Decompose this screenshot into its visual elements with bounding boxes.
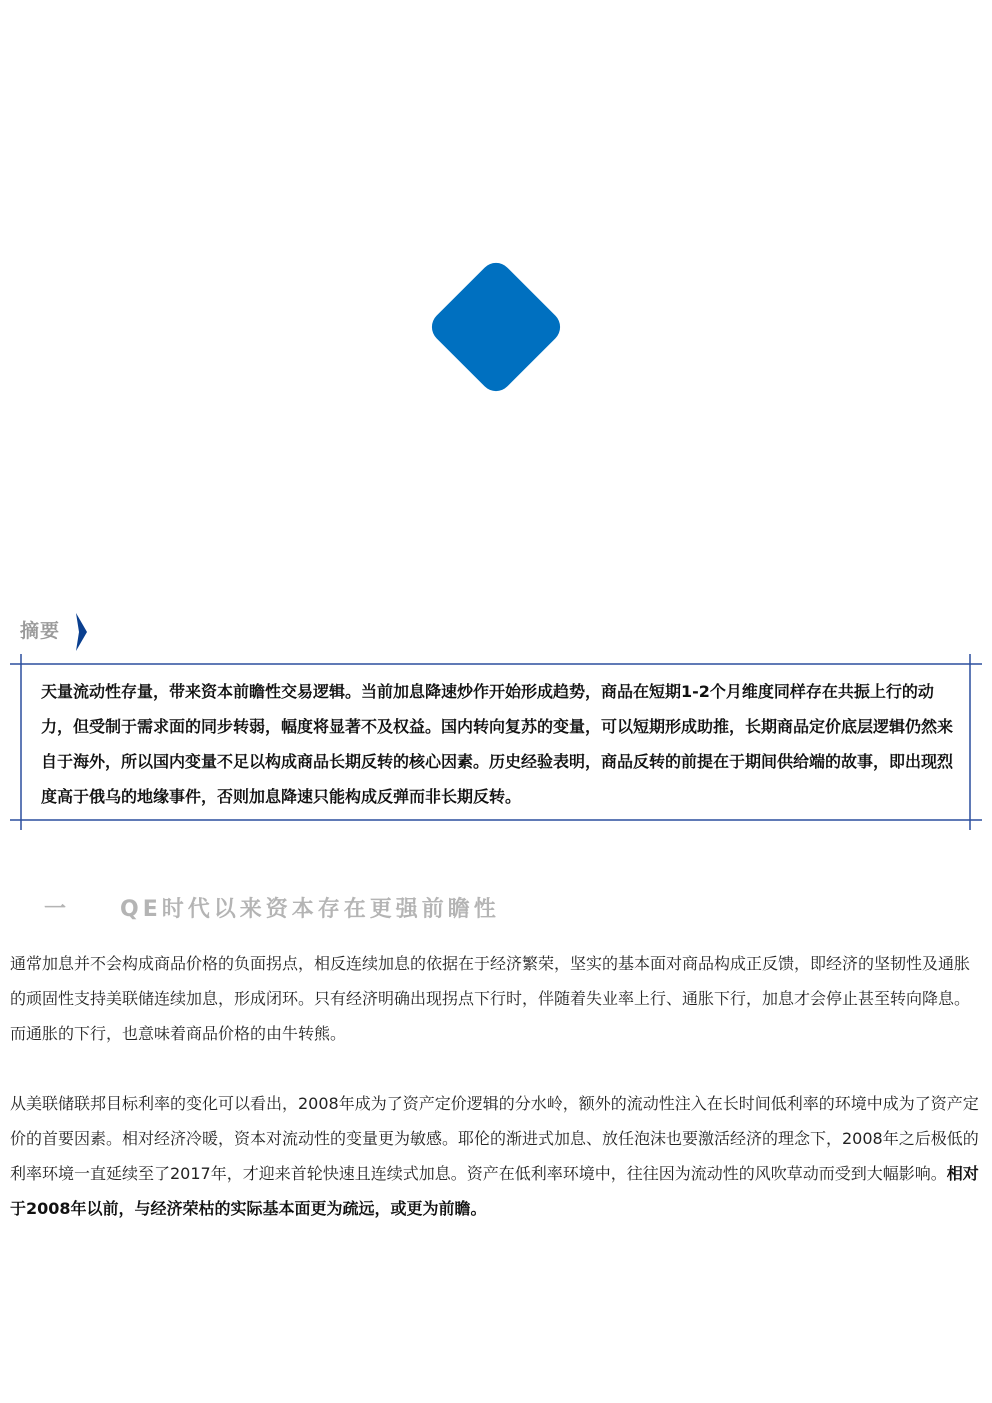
summary-box: [10, 654, 982, 830]
summary-text: 天量流动性存量，带来资本前瞻性交易逻辑。当前加息降速炒作开始形成趋势，商品在短期1-2个月维度同样存在共振上行的动力，但受制于需求面的同步转弱，幅度将显著不及权益。国内转向复苏的变量，可以短期形成助推，长期商品定价底层逻辑仍然来自于海外，所以国内变量不足以构成商品长期反转的核心因素。历史经验表明，商品反转的前提在于期间供给端的故事，即出现烈度高于俄乌的地缘事件，否则加息降速只能构成反弹而非长期反转。: [41, 682, 954, 806]
summary-label: 摘要: [20, 620, 61, 642]
section-title: QE时代以来资本存在更强前瞻性: [120, 897, 500, 922]
paragraph-2-bold-text: 相对于2008年以前，与经济荣枯的实际基本面更为疏远，或更为前瞻。: [10, 1164, 979, 1218]
body-paragraph-1: 通常加息并不会构成商品价格的负面拐点，相反连续加息的依据在于经济繁荣，坚实的基本面对商品构成正反馈，即经济的坚韧性及通胀的顽固性支持美联储连续加息，形成闭环。只有经济明确出现拐点下行时，伴随着失业率上行、通胀下行，加息才会停止甚至转向降息。而通胀的下行，也意味着商品价格的由牛转熊。: [10, 954, 971, 1043]
diamond-logo-shape: [425, 256, 566, 397]
chevron-right-icon: [75, 612, 89, 652]
paragraph-2-text: 从美联储联邦目标利率的变化可以看出，2008年成为了资产定价逻辑的分水岭，额外的流动性注入在长时间低利率的环境中成为了资产定价的首要因素。相对经济冷暖，资本对流动性的变量更为敏感。耶伦的渐进式加息、放任泡沫也要激活经济的理念下，2008年之后极低的利率环境一直延续至了2017年，才迎来首轮快速且连续式加息。资产在低利率环境中，往往因为流动性的风吹草动而受到大幅影响。: [10, 1094, 979, 1183]
section-heading: [44, 892, 944, 922]
body-paragraph-2: [10, 1086, 982, 1226]
section-number: 一: [44, 897, 71, 922]
